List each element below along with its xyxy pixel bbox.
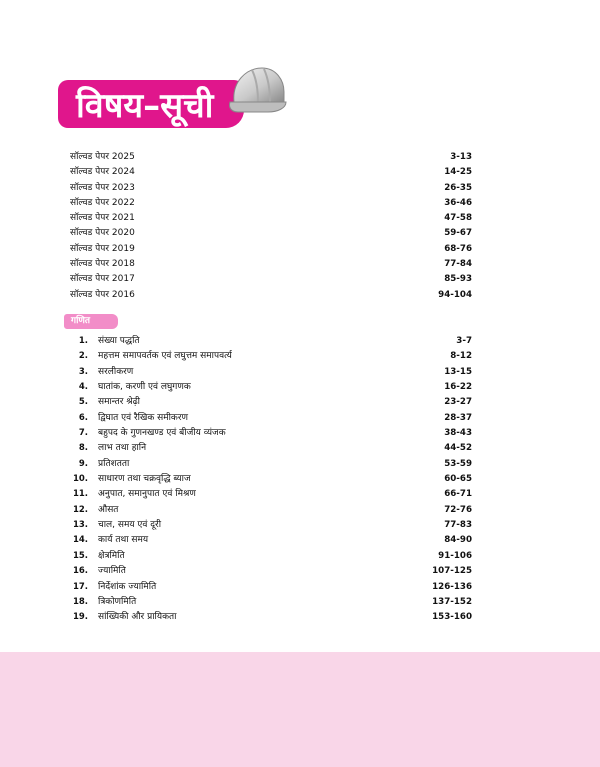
topic-number: 7. [78, 428, 88, 439]
topic-label: कार्य तथा समय [98, 535, 149, 546]
paper-row [70, 165, 472, 180]
topic-pages: 137-152 [432, 596, 472, 607]
footer-band [0, 652, 600, 767]
topic-number: 11. [72, 489, 88, 500]
paper-label: सॉल्वड पेपर 2016 [70, 289, 135, 300]
topic-row [70, 564, 472, 579]
paper-pages: 85-93 [444, 274, 472, 285]
topic-number: 2. [78, 351, 88, 362]
paper-label: सॉल्वड पेपर 2020 [70, 228, 135, 239]
paper-row [70, 257, 472, 272]
topic-left [70, 365, 133, 380]
topic-number: 3. [78, 366, 88, 377]
paper-label: सॉल्वड पेपर 2017 [70, 274, 135, 285]
paper-label: सॉल्वड पेपर 2025 [70, 152, 135, 162]
topic-pages: 107-125 [432, 566, 472, 577]
topic-left [70, 426, 226, 441]
topic-label: संख्या पद्धति [98, 336, 140, 346]
topic-row [70, 503, 472, 518]
paper-row [70, 150, 472, 165]
topic-row [70, 487, 472, 502]
topic-row [70, 457, 472, 472]
topic-left [70, 441, 146, 456]
topic-row [70, 472, 472, 487]
topic-left [70, 349, 232, 364]
topic-pages: 23-27 [444, 397, 472, 408]
solved-papers-list [70, 150, 472, 303]
topic-label: द्विघात एवं रैखिक समीकरण [98, 412, 189, 423]
topic-row [70, 595, 472, 610]
topic-left [70, 395, 140, 410]
topic-label: निर्देशांक ज्यामिति [98, 581, 157, 592]
paper-row [70, 272, 472, 287]
topic-row [70, 334, 472, 349]
paper-pages: 14-25 [444, 167, 472, 178]
paper-pages: 68-76 [444, 243, 472, 254]
topic-left [70, 472, 191, 487]
topic-left [70, 380, 191, 395]
topic-number: 19. [72, 612, 88, 623]
topic-label: घातांक, करणी एवं लघुगणक [98, 382, 191, 393]
paper-pages: 36-46 [444, 197, 472, 208]
topic-left [70, 533, 148, 548]
topic-row [70, 395, 472, 410]
paper-row [70, 181, 472, 196]
page-title-banner [58, 80, 244, 128]
topics-list [70, 334, 472, 626]
topic-label: बहुपद के गुणनखण्ड एवं बीजीय व्यंजक [98, 428, 226, 439]
paper-label: सॉल्वड पेपर 2022 [70, 197, 135, 208]
topic-number: 15. [72, 550, 88, 561]
paper-label: सॉल्वड पेपर 2018 [70, 259, 135, 270]
topic-left [70, 503, 118, 518]
paper-pages: 77-84 [444, 259, 472, 270]
topic-label: समान्तर श्रेढ़ी [98, 397, 141, 408]
topic-pages: 16-22 [444, 382, 472, 393]
topic-number: 16. [72, 566, 88, 577]
topic-number: 5. [78, 397, 88, 408]
topic-label: अनुपात, समानुपात एवं मिश्रण [98, 489, 196, 500]
topic-pages: 72-76 [444, 504, 472, 515]
paper-pages: 3-13 [450, 152, 472, 162]
topic-left [70, 334, 140, 349]
topic-left [70, 457, 129, 472]
topic-pages: 53-59 [444, 458, 472, 469]
section-title: गणित [71, 316, 91, 326]
topic-pages: 77-83 [444, 520, 472, 531]
topic-left [70, 595, 136, 610]
topic-pages: 84-90 [444, 535, 472, 546]
topic-label: प्रतिशतता [98, 458, 130, 469]
topic-pages: 60-65 [444, 474, 472, 485]
topic-left [70, 580, 156, 595]
paper-row [70, 211, 472, 226]
topic-label: महत्तम समापवर्तक एवं लघुत्तम समापवर्त्य [98, 351, 232, 362]
topic-left [70, 549, 125, 564]
topic-number: 14. [72, 535, 88, 546]
topic-label: सांख्यिकी और प्रायिकता [98, 612, 177, 623]
topic-label: ज्यामिति [98, 566, 126, 577]
topic-label: त्रिकोणमिति [98, 596, 137, 607]
topic-number: 12. [72, 504, 88, 515]
paper-pages: 47-58 [444, 213, 472, 224]
topic-row [70, 426, 472, 441]
topic-row [70, 580, 472, 595]
page-title: विषय–सूची [76, 86, 214, 126]
paper-label: सॉल्वड पेपर 2021 [70, 213, 135, 224]
topic-number: 13. [72, 520, 88, 531]
topic-row [70, 533, 472, 548]
topic-label: लाभ तथा हानि [98, 443, 147, 454]
topic-left [70, 564, 126, 579]
topic-label: क्षेत्रमिति [98, 550, 125, 561]
topic-pages: 38-43 [444, 428, 472, 439]
topic-pages: 126-136 [432, 581, 472, 592]
topic-pages: 13-15 [444, 366, 472, 377]
topic-row [70, 441, 472, 456]
topic-row [70, 365, 472, 380]
topic-number: 6. [78, 412, 88, 423]
topic-number: 17. [72, 581, 88, 592]
topic-number: 9. [78, 458, 88, 469]
topic-number: 10. [72, 474, 88, 485]
paper-label: सॉल्वड पेपर 2023 [70, 182, 135, 193]
paper-label: सॉल्वड पेपर 2019 [70, 243, 135, 254]
topic-pages: 44-52 [444, 443, 472, 454]
section-heading-maths [64, 314, 118, 329]
topic-number: 8. [78, 443, 88, 454]
paper-row [70, 226, 472, 241]
paper-pages: 26-35 [444, 182, 472, 193]
paper-pages: 94-104 [438, 289, 472, 300]
topic-row [70, 610, 472, 625]
topic-left [70, 411, 188, 426]
topic-row [70, 349, 472, 364]
topic-pages: 66-71 [444, 489, 472, 500]
paper-row [70, 242, 472, 257]
topic-left [70, 518, 161, 533]
topic-pages: 8-12 [450, 351, 472, 362]
topic-row [70, 380, 472, 395]
paper-pages: 59-67 [444, 228, 472, 239]
topic-number: 1. [78, 336, 88, 346]
topic-pages: 91-106 [438, 550, 472, 561]
topic-pages: 153-160 [432, 612, 472, 623]
topic-number: 4. [78, 382, 88, 393]
paper-row [70, 288, 472, 303]
topic-label: सरलीकरण [98, 366, 134, 377]
paper-row [70, 196, 472, 211]
topic-label: चाल, समय एवं दूरी [98, 520, 162, 531]
topic-pages: 3-7 [456, 336, 472, 346]
topic-left [70, 487, 196, 502]
topic-row [70, 411, 472, 426]
topic-pages: 28-37 [444, 412, 472, 423]
paper-label: सॉल्वड पेपर 2024 [70, 167, 135, 178]
topic-row [70, 518, 472, 533]
topic-row [70, 549, 472, 564]
topic-label: साधारण तथा चक्रवृद्धि ब्याज [98, 474, 191, 485]
topic-left [70, 610, 176, 625]
topic-number: 18. [72, 596, 88, 607]
topic-label: औसत [98, 504, 119, 515]
helmet-icon [228, 62, 288, 120]
